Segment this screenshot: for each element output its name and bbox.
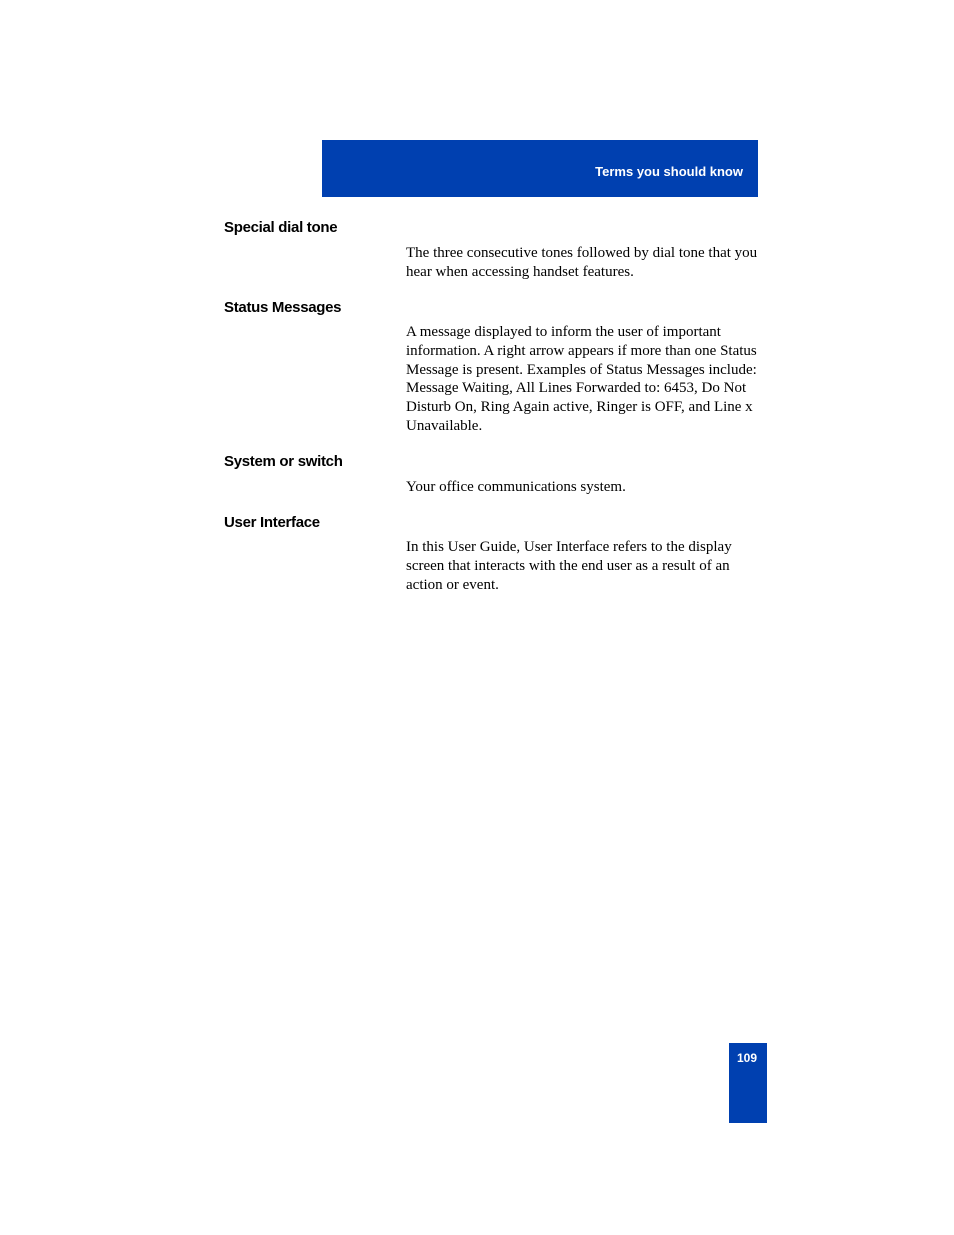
page-number-tab [729, 1043, 767, 1123]
definition-user-interface: In this User Guide, User Interface refers to the display screen that interacts with the end user as a result of an action or event. [406, 539, 732, 593]
section-title: Terms you should know [595, 164, 743, 179]
definition-system-or-switch: Your office communications system. [406, 479, 626, 495]
definition-status-messages: A message displayed to inform the user of important information. A right arrow appears if more than one Status Message is present. Examples of Status Messages include: Message Waiting, All Lines Forwarded to: 6453, Do Not Disturb On, Ring Again active, Ringer is OFF, and Line x Unavailable. [406, 324, 757, 434]
definition-special-dial-tone: The three consecutive tones followed by dial tone that you hear when accessing handset features. [406, 245, 758, 280]
term-user-interface: User Interface [224, 514, 320, 531]
term-special-dial-tone: Special dial tone [224, 219, 338, 236]
term-system-or-switch: System or switch [224, 453, 343, 470]
page-number: 109 [736, 1051, 758, 1065]
section-header-bar [322, 140, 758, 197]
term-status-messages: Status Messages [224, 299, 342, 316]
